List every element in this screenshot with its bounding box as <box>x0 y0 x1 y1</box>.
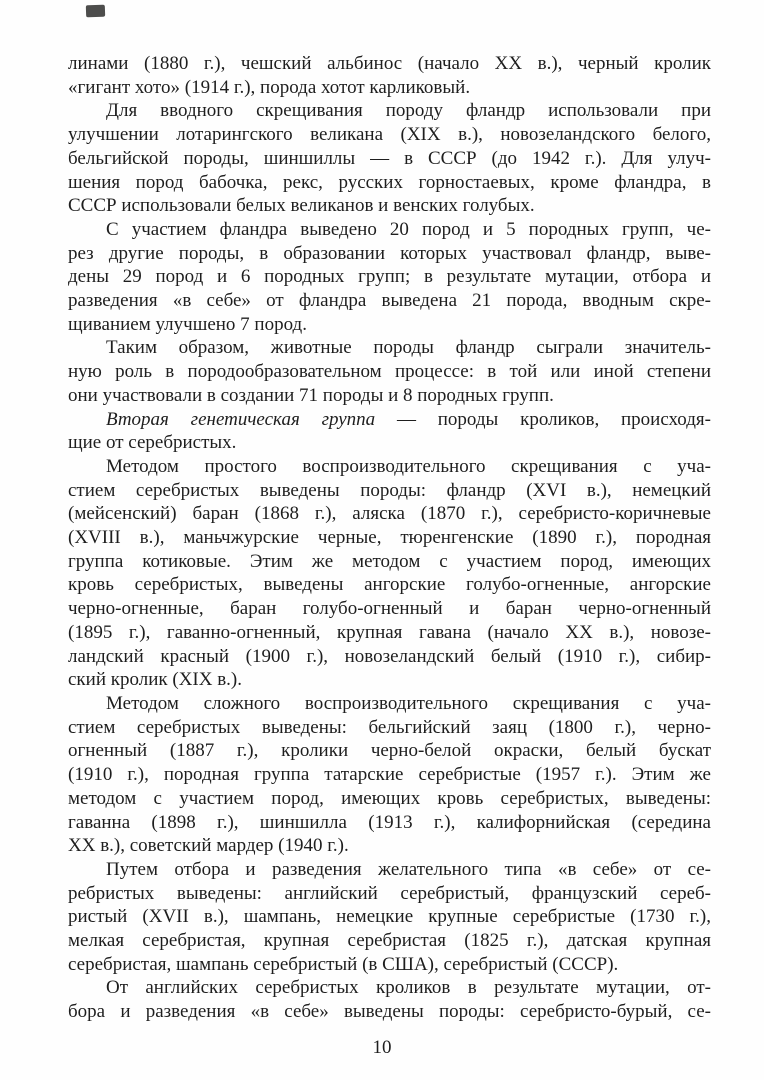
text-line: От английских серебристых кроликов в результате мутации, от- <box>106 977 711 999</box>
text-line: ребристых выведены: английский серебристый, французский сереб- <box>68 882 711 904</box>
text-line: они участвовали в создании 71 породы и 8 породных групп. <box>68 384 554 406</box>
text-line: щие от серебристых. <box>68 432 237 454</box>
text-line: бора и разведения «в себе» выведены породы: серебристо-бурый, се- <box>68 1001 711 1023</box>
text-line: Методом простого воспроизводительного скрещивания с уча- <box>106 455 711 477</box>
paragraph <box>68 858 711 977</box>
text-line: СССР использовали белых великанов и венских голубых. <box>68 195 535 217</box>
text-line: Вторая генетическая группа — породы кроликов, происходя- <box>106 408 711 430</box>
paragraph <box>68 692 711 858</box>
text-line: огненный (1887 г.), кролики черно-белой окраски, белый бускат <box>68 740 711 762</box>
text-line: гаванна (1898 г.), шиншилла (1913 г.), калифорнийская (середина <box>68 811 711 833</box>
italic-lead: Вторая генетическая группа <box>106 408 376 430</box>
text-line: С участием фландра выведено 20 пород и 5 породных групп, че- <box>106 218 711 240</box>
text-line: стием серебристых выведены: бельгийский заяц (1800 г.), черно- <box>68 716 711 738</box>
text-line: улучшении лотарингского великана (XIX в.), новозеландского белого, <box>68 124 711 146</box>
text-line: Путем отбора и разведения желательного типа «в себе» от се- <box>106 858 711 880</box>
paragraph <box>68 976 711 1023</box>
text-line: (1895 г.), гаванно-огненный, крупная гавана (начало XX в.), новозе- <box>68 621 711 643</box>
text-line: серебристая, шампань серебристый (в США), серебристый (СССР). <box>68 953 619 975</box>
text-line: черно-огненные, баран голубо-огненный и баран черно-огненный <box>68 598 711 620</box>
paragraph <box>68 408 711 455</box>
text-line: (1910 г.), породная группа татарские серебристые (1957 г.). Этим же <box>68 764 711 786</box>
text-line: дены 29 пород и 6 породных групп; в результате мутации, отбора и <box>68 266 711 288</box>
text-line: «гигант хото» (1914 г.), порода хотот карликовый. <box>68 76 471 98</box>
text-line: шения пород бабочка, рекс, русских горностаевых, кроме фландра, в <box>68 171 711 193</box>
text-line: группа котиковые. Этим же методом с участием пород, имеющих <box>68 550 711 572</box>
paragraph <box>68 52 711 99</box>
text-block <box>68 52 711 1024</box>
text-line: ную роль в породообразовательном процессе: в той или иной степени <box>68 361 711 383</box>
text-line: ский кролик (XIX в.). <box>68 669 243 691</box>
paragraph <box>68 455 711 692</box>
page-number: 10 <box>372 1037 392 1058</box>
paragraph <box>68 99 711 218</box>
text-line: XX в.), советский мардер (1940 г.). <box>68 835 349 857</box>
text-line: (мейсенский) баран (1868 г.), аляска (1870 г.), серебристо-коричневые <box>68 503 711 525</box>
text-line: (XVIII в.), маньчжурские черные, тюренгенские (1890 г.), породная <box>68 527 711 549</box>
text-line: кровь серебристых, выведены ангорские голубо-огненные, ангорские <box>68 574 711 596</box>
text-line: мелкая серебристая, крупная серебристая (1825 г.), датская крупная <box>68 930 711 952</box>
paragraph <box>68 218 711 337</box>
text-line: линами (1880 г.), чешский альбинос (начало XX в.), черный кролик <box>68 53 711 74</box>
text-line: стием серебристых выведены породы: фландр (XVI в.), немецкий <box>68 479 711 501</box>
text-line: методом с участием пород, имеющих кровь серебристых, выведены: <box>68 787 711 809</box>
text-line: Методом сложного воспроизводительного скрещивания с уча- <box>106 692 711 714</box>
text-line: бельгийской породы, шиншиллы — в СССР (до 1942 г.). Для улуч- <box>68 147 711 169</box>
text-line: разведения «в себе» от фландра выведена 21 порода, вводным скре- <box>68 290 711 312</box>
scan-ink-smudge <box>86 5 105 18</box>
paragraph <box>68 336 711 407</box>
text-line: ландский красный (1900 г.), новозеландский белый (1910 г.), сибир- <box>68 645 711 667</box>
text-line: рез другие породы, в образовании которых участвовал фландр, выве- <box>68 242 711 264</box>
text-line: Для вводного скрещивания породу фландр использовали при <box>106 100 711 122</box>
text-line: Таким образом, животные породы фландр сыграли значитель- <box>106 337 711 359</box>
text-line: ристый (XVII в.), шампань, немецкие крупные серебристые (1730 г.), <box>68 906 711 928</box>
text-line: щиванием улучшено 7 пород. <box>68 313 307 335</box>
